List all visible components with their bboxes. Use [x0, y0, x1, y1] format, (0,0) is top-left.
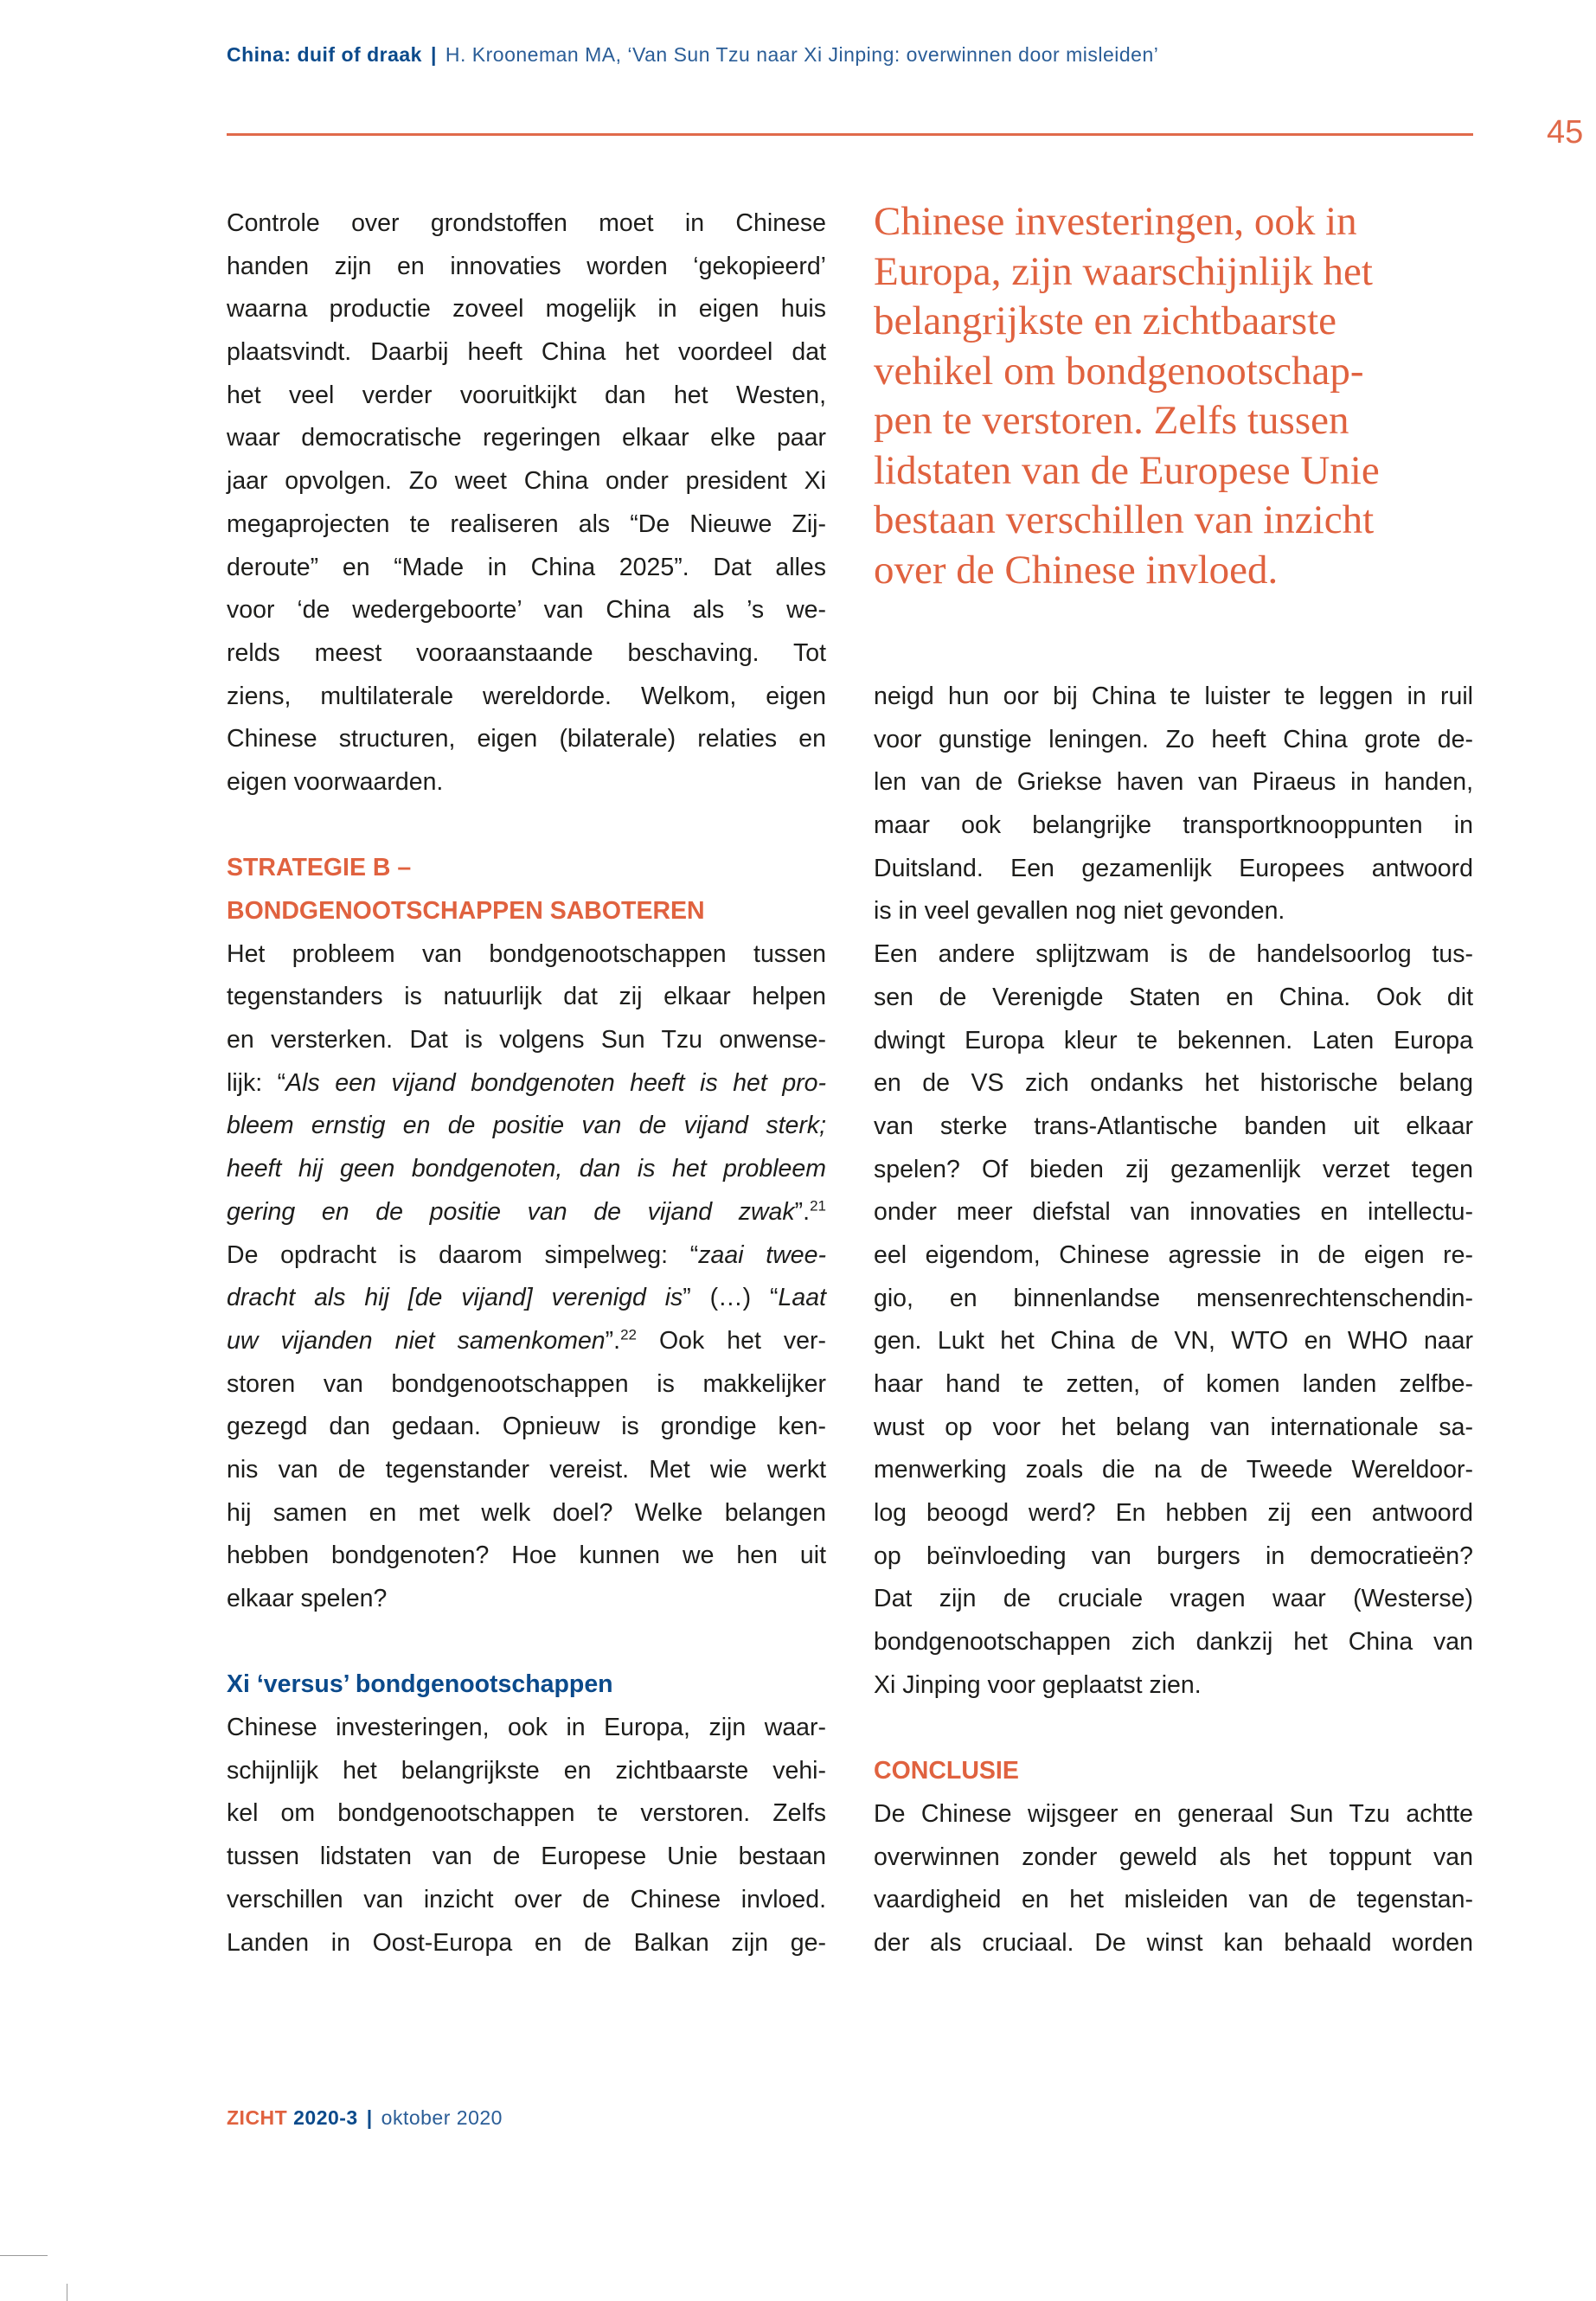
text-run: waarna productie zoveel mogelijk in eigen huis: [227, 295, 826, 324]
text-run: log beoogd werd? En hebben zij een antwoord: [874, 1499, 1473, 1528]
text-run: gio, en binnenlandse mensenrechtenschendin-: [874, 1284, 1473, 1312]
text-line: [227, 1879, 826, 1922]
text-run: ”.: [794, 1197, 811, 1226]
text-run: eigen voorwaarden.: [227, 767, 444, 796]
text-line: [227, 1792, 826, 1836]
text-run: Een andere splijtzwam is de handelsoorlog tus-: [874, 940, 1473, 969]
text-run: ziens, multilaterale wereldorde. Welkom, eigen: [227, 682, 826, 710]
text-line: [874, 1922, 1473, 1965]
blank-line: [227, 804, 826, 848]
text-line: [227, 1750, 826, 1793]
text-line: [227, 1019, 826, 1062]
text-line: [227, 676, 826, 719]
pull-quote-line: lidstaten van de Europese Unie: [874, 447, 1380, 493]
text-line: [227, 632, 826, 676]
pull-quote-line: belangrijkste en zichtbaarste: [874, 298, 1337, 343]
footer-separator: |: [366, 2106, 373, 2129]
footnote-reference: 21: [810, 1197, 826, 1215]
text-run: len van de Griekse haven van Piraeus in handen,: [874, 768, 1473, 797]
text-line: [874, 1407, 1473, 1450]
text-line: [874, 1879, 1473, 1922]
text-run: De opdracht is daarom simpelweg: “: [227, 1240, 699, 1269]
text-line: [227, 761, 826, 804]
text-run: en de VS zich ondanks het historische belang: [874, 1069, 1473, 1098]
left-text-column: [227, 202, 826, 1965]
text-run: nis van de tegenstander vereist. Met wie werkt: [227, 1455, 826, 1484]
text-line: [227, 202, 826, 246]
pull-quote-line: over de Chinese invloed.: [874, 547, 1279, 593]
text-run: plaatsvindt. Daarbij heeft China het voordeel dat: [227, 338, 826, 367]
text-run: gen. Lukt het China de VN, WTO en WHO naar: [874, 1327, 1473, 1356]
text-run: van sterke trans-Atlantische banden uit elkaar: [874, 1112, 1473, 1140]
section-heading: [227, 890, 826, 933]
text-run: voor gunstige leningen. Zo heeft China grote de-: [874, 725, 1473, 753]
text-line: [227, 1836, 826, 1879]
text-run: tussen lidstaten van de Europese Unie bestaan: [227, 1843, 826, 1871]
text-line: [227, 1363, 826, 1407]
text-line: [874, 848, 1473, 891]
header-separator: |: [430, 43, 437, 66]
text-run: verschillen van inzicht over de Chinese invloed.: [227, 1885, 826, 1913]
text-run: ”.: [605, 1326, 621, 1355]
text-line: [227, 331, 826, 375]
text-run: lijk: “: [227, 1068, 286, 1097]
text-line: [874, 1664, 1473, 1708]
pull-quote-line: bestaan verschillen van inzicht: [874, 497, 1375, 542]
text-run: eel eigendom, Chinese agressie in de eigen re-: [874, 1240, 1473, 1269]
header-article-title: H. Krooneman MA, ‘Van Sun Tzu naar Xi Jinping: overwinnen door misleiden’: [445, 43, 1159, 66]
text-line: [874, 1278, 1473, 1321]
text-run: STRATEGIE B –: [227, 854, 412, 882]
text-line: [227, 1105, 826, 1148]
text-run: BONDGENOOTSCHAPPEN SABOTEREN: [227, 897, 705, 925]
text-run: Landen in Oost-Europa en de Balkan zijn ge-: [227, 1928, 826, 1957]
italic-quote-run: Als een vijand bondgenoten heeft is het pro-: [285, 1068, 826, 1097]
text-line: [874, 1062, 1473, 1106]
text-line: [227, 288, 826, 331]
italic-quote-run: Laat: [778, 1284, 826, 1312]
text-run: haar hand te zetten, of komen landen zelfbe-: [874, 1370, 1473, 1398]
footer-magazine: ZICHT: [227, 2106, 288, 2129]
right-text-column: [874, 676, 1473, 1965]
text-run: Controle over grondstoffen moet in Chinese: [227, 209, 826, 237]
text-run: maar ook belangrijke transportknooppunten in: [874, 811, 1473, 840]
text-line: [874, 719, 1473, 762]
pull-quote-line: Chinese investeringen, ook in: [874, 199, 1357, 244]
italic-quote-run: dracht als hij [de vijand] verenigd is: [227, 1284, 683, 1312]
text-run: schijnlijk het belangrijkste en zichtbaarste vehi-: [227, 1756, 826, 1785]
text-line: [874, 890, 1473, 933]
section-heading: [227, 1663, 826, 1707]
italic-quote-run: gering en de positie van de vijand zwak: [227, 1197, 795, 1226]
text-run: waar democratische regeringen elkaar elke paar: [227, 424, 826, 452]
text-run: Xi ‘versus’ bondgenootschappen: [227, 1670, 613, 1699]
running-footer: [227, 2106, 503, 2130]
text-run: Chinese investeringen, ook in Europa, zijn waar-: [227, 1714, 826, 1742]
text-line: [874, 1535, 1473, 1579]
text-line: [227, 1277, 826, 1320]
text-line: [874, 676, 1473, 719]
text-line: [874, 1492, 1473, 1535]
text-run: jaar opvolgen. Zo weet China onder president Xi: [227, 467, 826, 496]
pull-quote-line: Europa, zijn waarschijnlijk het: [874, 248, 1373, 294]
text-run: hij samen en met welk doel? Welke belangen: [227, 1498, 826, 1527]
text-line: [874, 1149, 1473, 1192]
text-line: [874, 933, 1473, 977]
italic-quote-run: uw vijanden niet samenkomen: [227, 1326, 606, 1355]
pull-quote: [874, 197, 1473, 595]
text-line: [227, 547, 826, 590]
text-run: relds meest vooraanstaande beschaving. Tot: [227, 638, 826, 667]
text-line: [874, 1320, 1473, 1363]
text-line: [227, 1922, 826, 1965]
text-run: megaprojecten te realiseren als “De Nieuwe Zij-: [227, 510, 826, 538]
italic-quote-run: heeft hij geen bondgenoten, dan is het probleem: [227, 1155, 826, 1183]
text-line: [227, 933, 826, 977]
text-line: [227, 1234, 826, 1278]
text-line: [874, 761, 1473, 804]
text-run: neigd hun oor bij China te luister te leggen in ruil: [874, 683, 1473, 710]
text-line: [874, 1793, 1473, 1836]
text-run: Chinese structuren, eigen (bilaterale) relaties en: [227, 725, 826, 753]
text-run: Het probleem van bondgenootschappen tussen: [227, 939, 826, 968]
text-run: bondgenootschappen zich dankzij het China van: [874, 1628, 1473, 1657]
text-line: [227, 375, 826, 418]
text-line: [227, 1492, 826, 1535]
italic-quote-run: bleem ernstig en de positie van de vijand sterk;: [227, 1112, 826, 1140]
text-run: handen zijn en innovaties worden ‘gekopieerd’: [227, 252, 826, 280]
text-run: menwerking zoals die na de Tweede Wereldoor-: [874, 1456, 1473, 1484]
text-line: [874, 804, 1473, 848]
text-line: [227, 1191, 826, 1234]
header-rule: [227, 133, 1473, 136]
text-line: [227, 589, 826, 632]
text-run: kel om bondgenootschappen te verstoren. Zelfs: [227, 1799, 826, 1828]
text-line: [874, 1449, 1473, 1492]
text-run: spelen? Of bieden zij gezamenlijk verzet tegen: [874, 1155, 1473, 1183]
text-run: het veel verder vooruitkijkt dan het Westen,: [227, 381, 826, 409]
text-line: [227, 718, 826, 761]
text-run: Dat zijn de cruciale vragen waar (Westerse): [874, 1585, 1473, 1613]
text-line: [874, 1191, 1473, 1234]
pull-quote-line: vehikel om bondgenootschap-: [874, 348, 1364, 394]
text-run: overwinnen zonder geweld als het toppunt van: [874, 1843, 1473, 1871]
footnote-reference: 22: [620, 1326, 637, 1343]
text-line: [227, 1535, 826, 1578]
text-run: De Chinese wijsgeer en generaal Sun Tzu achtte: [874, 1799, 1473, 1828]
text-run: CONCLUSIE: [874, 1757, 1019, 1785]
text-run: tegenstanders is natuurlijk dat zij elkaar helpen: [227, 983, 826, 1011]
text-run: is in veel gevallen nog niet gevonden.: [874, 897, 1285, 926]
text-line: [874, 1621, 1473, 1664]
text-run: vaardigheid en het misleiden van de tegenstan-: [874, 1886, 1473, 1914]
text-line: [227, 1148, 826, 1191]
blank-line: [227, 1621, 826, 1664]
text-line: [227, 1449, 826, 1492]
text-line: [227, 460, 826, 503]
text-run: storen van bondgenootschappen is makkelijker: [227, 1369, 826, 1398]
running-header: [227, 43, 1158, 67]
text-line: [874, 1836, 1473, 1880]
footer-date: oktober 2020: [381, 2106, 503, 2129]
text-run: dwingt Europa kleur te bekennen. Laten Europa: [874, 1026, 1473, 1054]
blank-line: [874, 1708, 1473, 1751]
text-line: [874, 1020, 1473, 1063]
text-line: [874, 1578, 1473, 1621]
text-run: elkaar spelen?: [227, 1585, 388, 1612]
text-run: sen de Verenigde Staten en China. Ook dit: [874, 983, 1473, 1011]
italic-quote-run: zaai twee-: [698, 1240, 826, 1269]
text-line: [874, 1234, 1473, 1278]
text-run: voor ‘de wedergeboorte’ van China als ’s we-: [227, 596, 826, 625]
text-line: [874, 1106, 1473, 1149]
text-run: Duitsland. Een gezamenlijk Europees antwoord: [874, 854, 1473, 882]
text-run: onder meer diefstal van innovaties en intellectu-: [874, 1198, 1473, 1227]
text-line: [874, 977, 1473, 1020]
text-run: deroute” en “Made in China 2025”. Dat alles: [227, 553, 826, 581]
text-run: ” (…) “: [683, 1284, 779, 1312]
text-run: op beïnvloeding van burgers in democratieën?: [874, 1541, 1473, 1570]
text-line: [227, 1707, 826, 1750]
text-line: [227, 1062, 826, 1106]
page-number: 45: [1547, 114, 1584, 151]
section-heading: [874, 1750, 1473, 1793]
pull-quote-line: pen te verstoren. Zelfs tussen: [874, 398, 1349, 443]
text-line: [227, 1320, 826, 1363]
text-line: [227, 1406, 826, 1449]
crop-mark-horizontal: [0, 2255, 48, 2256]
text-run: en versterken. Dat is volgens Sun Tzu onwense-: [227, 1026, 826, 1054]
text-run: Ook het ver-: [637, 1326, 826, 1355]
text-line: [227, 976, 826, 1019]
text-run: hebben bondgenoten? Hoe kunnen we hen uit: [227, 1541, 826, 1570]
text-run: wust op voor het belang van internationale sa-: [874, 1413, 1473, 1441]
text-line: [227, 417, 826, 460]
footer-issue: 2020-3: [293, 2106, 358, 2129]
text-line: [227, 503, 826, 547]
section-heading: [227, 847, 826, 890]
text-run: Xi Jinping voor geplaatst zien.: [874, 1670, 1202, 1699]
text-line: [874, 1363, 1473, 1407]
text-line: [227, 246, 826, 289]
text-run: gezegd dan gedaan. Opnieuw is grondige ken-: [227, 1413, 826, 1441]
header-section-title: China: duif of draak: [227, 43, 422, 66]
text-run: der als cruciaal. De winst kan behaald worden: [874, 1928, 1473, 1957]
text-line: [227, 1578, 826, 1621]
